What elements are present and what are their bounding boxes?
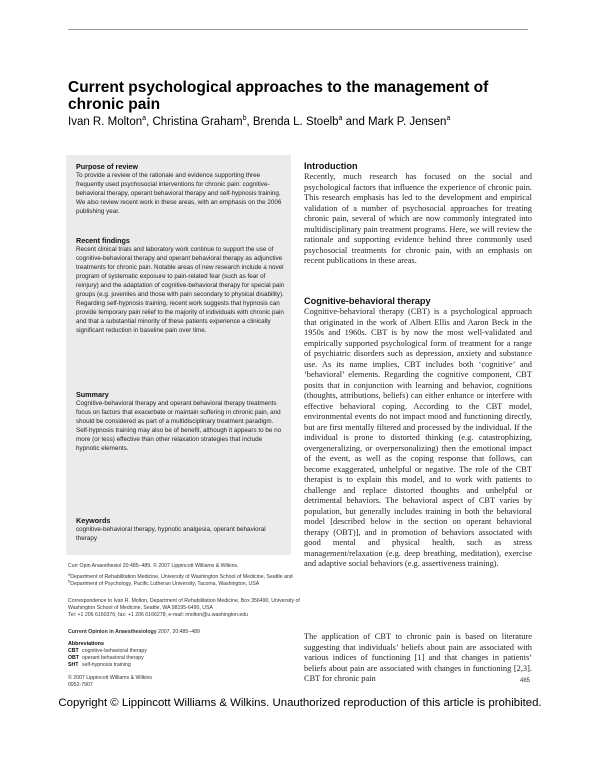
abstract-text: To provide a review of the rationale and evidence supporting three frequently used psychosocial interventions for chronic pain: cognitive-behavioral therapy, operant behavioral therapy and self-hypnosis training. We also review recent work in these areas, with an emphasis on the 2006 publishing year. [76, 172, 282, 216]
introduction-section [304, 160, 532, 267]
section-heading: Introduction [304, 161, 358, 171]
paragraph: Recently, much research has focused on the social and psychological factors that influence the experience of chronic pain. This research emphasis has led to the development and empirical validation of a number of psychosocial approaches for treating chronic pain, several of which are now commonly integrated into multidisciplinary pain treatment programs. Here, we will review the rationale and supporting evidence behind three commonly used psychosocial treatments for chronic pain, with an emphasis on recent publications in these areas. [304, 172, 532, 265]
keywords-text: cognitive-behavioral therapy, hypnotic analgesia, operant behavioral therapy [76, 526, 266, 543]
abstract-heading: Keywords [76, 516, 111, 525]
abstract-text: Cognitive-behavioral therapy and operant behavioral therapy treatments focus on factors that exacerbate or maintain suffering in chronic pain, and should be considered as part of a multidisciplinary treatment paradigm. Self-hypnosis training may also be of benefit, although it appears to be no more (or less) effective than other relaxation strategies that include hypnotic elements. [76, 400, 282, 453]
issn: 0952-7907 [68, 682, 93, 688]
author-list [68, 115, 538, 129]
copyright-footer: Copyright © Lippincott Williams & Wilkins. Unauthorized reproduction of this article is prohibited. [58, 697, 542, 709]
affiliations: $^a$Department of Rehabilitation Medicine, University of Washington School of Medicine, Seattle and $^b$Department of Psychology, Pacific Lutheran University, Tacoma, Washington, USA [68, 571, 293, 587]
author-name: Brenda L. Stoelb [252, 116, 339, 128]
cbt-section [304, 295, 532, 570]
abstract-heading: Summary [76, 390, 109, 399]
author-separator: and [342, 116, 369, 128]
abbreviations [68, 641, 308, 669]
author-affiliation-mark: a [142, 115, 147, 123]
abbreviation-row: OBT operant behavioral therapy [68, 655, 144, 661]
paragraph: The application of CBT to chronic pain is based on literature suggesting that individuals’ beliefs about pain are associated with various indices of functioning [1] and that changes in patients’ beliefs about pain are associated with changes in functioning [2,3]. CBT for chronic pain [304, 632, 532, 683]
abstract-findings [76, 236, 286, 335]
abbreviation-row: SHT self-hypnosis training [68, 662, 131, 668]
author-affiliation-mark: a [338, 115, 343, 123]
abstract-heading: Purpose of review [76, 162, 138, 171]
author-affiliation-mark: b [242, 115, 247, 123]
abstract-text: Recent clinical trials and laboratory work continue to support the use of cognitive-behavioral therapy and operant behavioral therapy as adjunctive treatments for chronic pain. Notable areas of new research include a novel program of systematic exposure to pain-related fear (such as fear of reinjury) and the adaptation of cognitive-behavioral therapy for special pain groups (e.g. juveniles and those with pain secondary to physical disability). Regarding self-hypnosis training, recent work suggests that hypnosis can provide temporary pain relief to the majority of individuals with chronic pain and that a substantial minority of these patients experience a clinically significant reduction in baseline pain over time. [76, 246, 285, 335]
author-separator: , [146, 116, 153, 128]
abstract-purpose [76, 162, 286, 216]
article-title: Current psychological approaches to the management of chronic pain [68, 79, 489, 113]
abbreviations-heading: Abbreviations [68, 641, 104, 647]
author-affiliation-mark: a [446, 115, 451, 123]
abstract-summary [76, 390, 286, 453]
correspondence: Correspondence to Ivan R. Molton, Department of Rehabilitation Medicine, Box 356490, University of Washington School of Medicine, Seattle, WA 98195-6490, USA Tel: +1 206 6160376; fax: +1 206 6166278; e-mail: imolton@u.washington.edu [68, 598, 304, 619]
paragraph: Cognitive-behavioral therapy (CBT) is a psychological approach that originated in the work of Albert Ellis and Aaron Beck in the 1950s and 1960s. CBT is by now the most well-validated and empirically supported psychological form of treatment for a range of psychiatric disorders such as depression, anxiety and substance use. As its name implies, CBT includes both ‘cognitive’ and ‘behavioral’ elements. Regarding the cognitive component, CBT posits that in conjunction with learning and behavior, cognitions (thoughts, attributions, beliefs) can either enhance or interfere with effective behavioral coping. According to the CBT model, environmental events do not impact mood and functioning directly, but are first mentally filtered and processed by the individual. If the individual is prone to distorted thinking (e.g. catastrophizing, overgeneralizing, or overpersonalizing) then the emotional impact of the event, as well as the coping response that follows, can become exaggerated, unhelpful or negative. The role of the CBT therapist is to explain this model, and to work with patients to challenge and replace distorted thoughts and unhelpful or detrimental behaviors. The behavioral aspect of CBT varies by population, but generally includes training in both the behavioral model [described below in the section on operant behavioral therapy (OBT)], and in promotion of behaviors associated with good mental and physical health, such as stress management/relaxation (e.g. deep breathing, meditation), exercise and adaptive social behaviors (e.g. assertiveness training). [304, 307, 532, 568]
author-name: Ivan R. Molton [68, 116, 143, 128]
citation-line: Curr Opin Anaesthesiol 20:485–489. © 2007 Lippincott Williams & Wilkins. [68, 563, 239, 569]
page-number: 485 [520, 678, 531, 684]
abstract-heading: Recent findings [76, 236, 130, 245]
copyright-notice: © 2007 Lippincott Williams & Wilkins 0952-7907 [68, 675, 308, 689]
header-rule [68, 29, 528, 30]
contact-details: Tel: +1 206 6160376; fax: +1 206 6166278; e-mail: imolton@u.washington.edu [68, 612, 249, 618]
author-name: Christina Graham [152, 116, 243, 128]
journal-reference: Current Opinion in Anaesthesiology 2007, 20:485–489 [68, 629, 200, 635]
author-name: Mark P. Jensen [368, 116, 447, 128]
cbt-section-continued [304, 632, 532, 685]
author-separator: , [246, 116, 253, 128]
abstract-keywords [76, 516, 286, 543]
abbreviation-row: CBT cognitive-behavioral therapy [68, 648, 147, 654]
section-heading: Cognitive-behavioral therapy [304, 296, 431, 306]
